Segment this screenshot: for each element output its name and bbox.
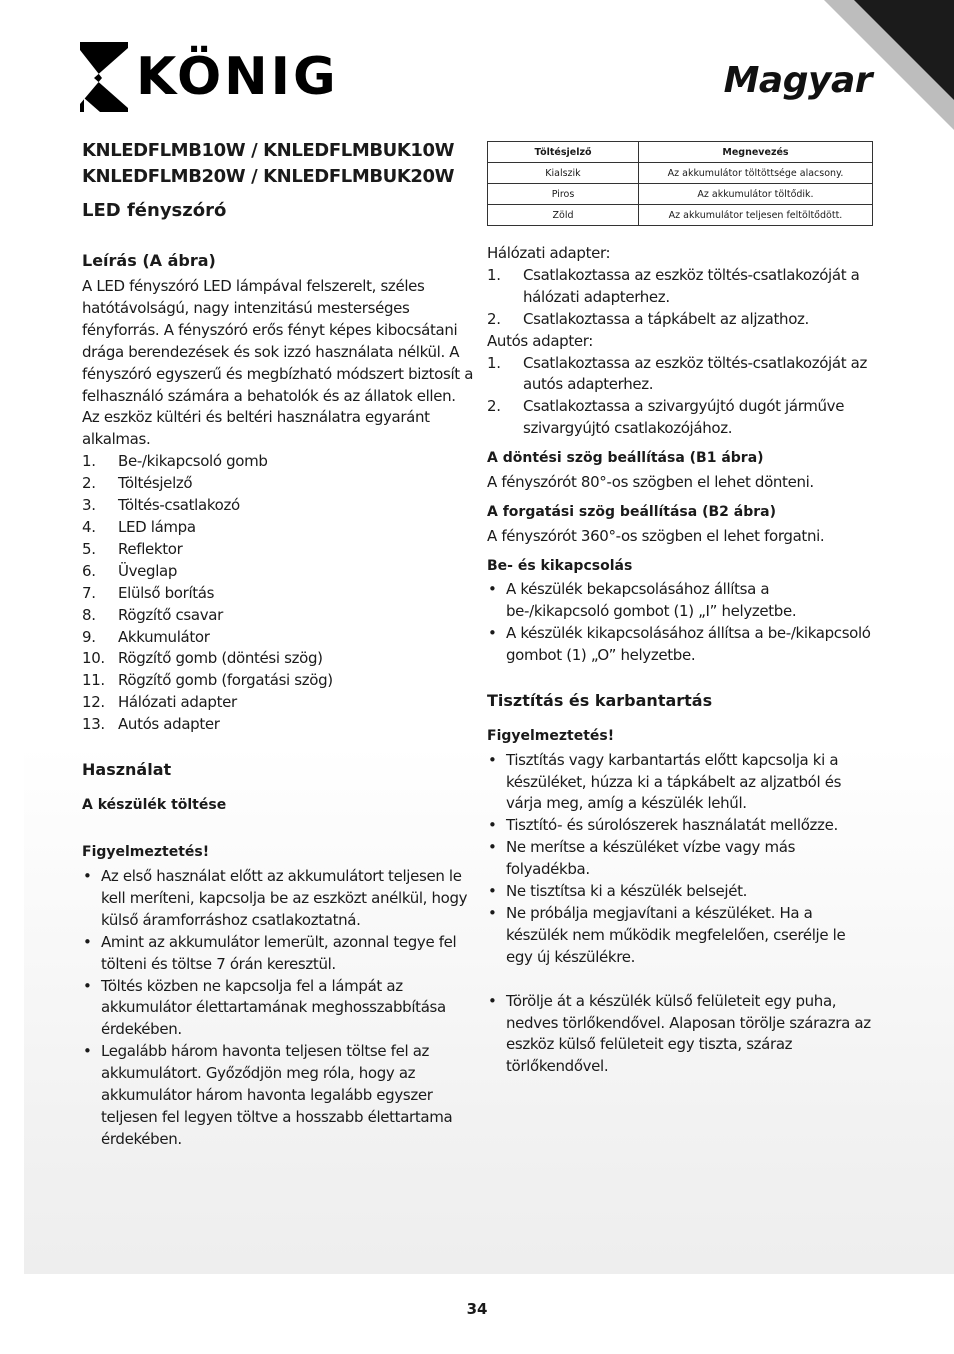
list-item: 1. Csatlakoztassa az eszköz töltés-csatlakozóját a hálózati adapterhez.: [487, 265, 860, 306]
list-item: • Legalább három havonta teljesen töltse fel az akkumulátort. Győződjön meg róla, hogy az akkumulátor három havonta legalább egyszer teljesen fel legyen töltve a hosszabb élettartama érdekében.: [83, 1042, 453, 1148]
power-heading: Be- és kikapcsolás: [487, 557, 633, 574]
table-cell: Az akkumulátor töltődik.: [639, 184, 873, 205]
cleaning-extra-list: [487, 991, 873, 1079]
parts-list: [82, 451, 474, 736]
list-item: 2. Csatlakoztassa a tápkábelt az aljzathoz.: [487, 309, 809, 328]
language-title: Magyar: [723, 60, 872, 101]
left-column: [82, 138, 474, 1151]
cleaning-warnings-list: [487, 750, 873, 969]
list-item: 8. Rögzítő csavar: [82, 605, 223, 624]
list-item: • Töltés közben ne kapcsolja fel a lámpát az akkumulátor élettartamának meghosszabbítása érdekében.: [83, 976, 446, 1039]
table-header-row: [488, 142, 873, 163]
table-cell: Az akkumulátor töltöttsége alacsony.: [639, 163, 873, 184]
usage-heading: Használat: [82, 760, 172, 780]
rotate-heading: A forgatási szög beállítása (B2 ábra): [487, 504, 776, 521]
list-item: 6. Üveglap: [82, 561, 178, 580]
description-text: A LED fényszóró LED lámpával felszerelt, széles hatótávolságú, nagy intenzitású mesterséges fényforrás. A fényszóró erős fényt képes kibocsátani drága berendezések és sok izzó használata nélkül. A fényszóró egyszerű és megbízható módszert biztosít a felhasználó számára a behatolók és az állatok ellen. Az eszköz kültéri és beltéri használatra egyaránt alkalmas.: [82, 277, 474, 449]
cleaning-heading: Tisztítás és karbantartás: [487, 690, 713, 710]
brand-name: KÖNIG: [136, 47, 339, 107]
charging-heading: A készülék töltése: [82, 797, 227, 814]
page-number: 34: [466, 1300, 488, 1318]
list-item: • Ne próbálja megjavítani a készüléket. Ha a készülék nem működik megfelelően, cserélje le egy új készülékre.: [488, 903, 846, 966]
brand-logo: [80, 42, 339, 112]
list-item: 2. Töltésjelző: [82, 474, 193, 493]
charge-indicator-table: [487, 141, 873, 226]
list-item: 2. Csatlakoztassa a szivargyújtó dugót járműve szivargyújtó csatlakozójához.: [487, 397, 845, 438]
product-title: LED fényszóró: [82, 200, 227, 221]
table-row: [488, 163, 873, 184]
table-cell: Piros: [488, 184, 639, 205]
car-steps-list: [487, 353, 873, 441]
list-item: 5. Reflektor: [82, 539, 183, 558]
list-item: • Tisztítás vagy karbantartás előtt kapcsolja ki a készüléket, húzza ki a tápkábelt az aljzatból és várja meg, amíg a készülék lehűl.: [488, 750, 842, 813]
table-header: Megnevezés: [639, 142, 873, 163]
list-item: • A készülék bekapcsolásához állítsa a be-/kikapcsoló gombot (1) „I” helyzetbe.: [488, 579, 797, 620]
list-item: • Az első használat előtt az akkumulátort teljesen le kell meríteni, kapcsolja be az eszközt anélkül, hogy külső áramforráshoz csatlakoztatná.: [83, 867, 468, 929]
list-item: • A készülék kikapcsolásához állítsa a be-/kikapcsoló gombot (1) „O” helyzetbe.: [488, 623, 871, 664]
konig-k-icon: [80, 42, 128, 112]
list-item: 13. Autós adapter: [82, 715, 220, 734]
list-item: 9. Akkumulátor: [82, 627, 210, 646]
model-line-2: KNLEDFLMB20W / KNLEDFLMBUK20W: [82, 166, 455, 187]
warning-heading: Figyelmeztetés!: [82, 844, 210, 861]
list-item: • Amint az akkumulátor lemerült, azonnal tegye fel tölteni és töltse 7 órán keresztül.: [83, 932, 457, 973]
list-item: 4. LED lámpa: [82, 517, 196, 536]
right-column: [487, 141, 873, 1078]
table-row: [488, 205, 873, 226]
table-cell: Az akkumulátor teljesen feltöltődött.: [639, 205, 873, 226]
list-item: • Ne tisztítsa ki a készülék belsejét.: [488, 882, 748, 901]
list-item: 12. Hálózati adapter: [82, 693, 237, 712]
list-item: • Törölje át a készülék külső felületeit egy puha, nedves törlőkendővel. Alaposan törölje szárazra az eszköz külső felületeit egy tiszta, száraz törlőkendővel.: [488, 991, 871, 1076]
power-list: [487, 579, 873, 667]
table-cell: Zöld: [488, 205, 639, 226]
list-item: 3. Töltés-csatlakozó: [82, 496, 240, 515]
description-heading: Leírás (A ábra): [82, 251, 216, 270]
list-item: 7. Elülső borítás: [82, 583, 215, 602]
mains-adapter-label: Hálózati adapter:: [487, 244, 611, 262]
tilt-text: A fényszórót 80°-os szögben el lehet dönteni.: [487, 473, 814, 492]
model-line-1: KNLEDFLMB10W / KNLEDFLMBUK10W: [82, 140, 455, 161]
car-adapter-label: Autós adapter:: [487, 331, 594, 350]
list-item: 10. Rögzítő gomb (döntési szög): [82, 649, 323, 668]
list-item: • Tisztító- és súrolószerek használatát mellőzze.: [488, 816, 838, 835]
cleaning-warning-heading: Figyelmeztetés!: [487, 727, 615, 744]
mains-steps-list: [487, 265, 873, 331]
table-cell: Kialszik: [488, 163, 639, 184]
list-item: 1. Be-/kikapcsoló gomb: [82, 452, 268, 471]
table-row: [488, 184, 873, 205]
rotate-text: A fényszórót 360°-os szögben el lehet forgatni.: [487, 527, 825, 546]
list-item: • Ne merítse a készüléket vízbe vagy más folyadékba.: [488, 838, 796, 879]
list-item: 1. Csatlakoztassa az eszköz töltés-csatlakozóját az autós adapterhez.: [487, 353, 868, 394]
table-header: Töltésjelző: [488, 142, 639, 163]
list-item: 11. Rögzítő gomb (forgatási szög): [82, 671, 333, 690]
charging-warnings-list: [82, 866, 474, 1151]
tilt-heading: A döntési szög beállítása (B1 ábra): [487, 450, 764, 467]
